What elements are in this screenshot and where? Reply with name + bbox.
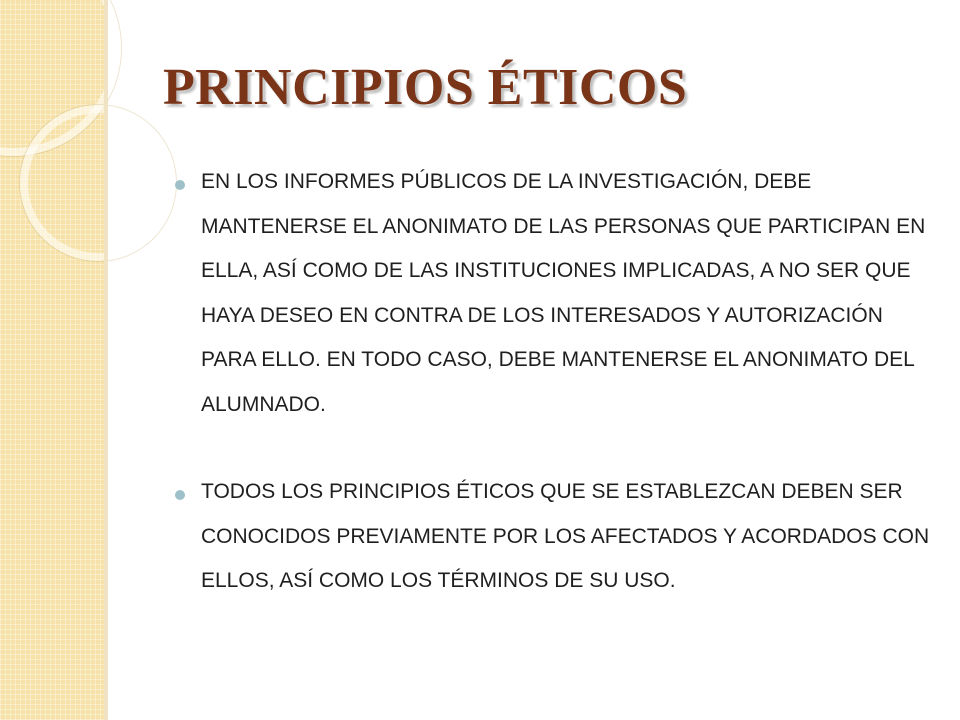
bullet-item [175,160,935,427]
bullet-list [175,160,935,604]
bullet-item [175,470,935,604]
decorative-sidebar [0,0,104,720]
sidebar-edge [104,0,108,720]
decorative-ring [20,105,176,261]
slide-title: PRINCIPIOS ÉTICOS [163,59,688,116]
bullet-text: EN LOS INFORMES PÚBLICOS DE LA INVESTIGACIÓN, DEBE MANTENERSE EL ANONIMATO DE LAS PERSONAS QUE PARTICIPAN EN ELLA, ASÍ COMO DE LAS INSTITUCIONES IMPLICADAS, A NO SER QUE HAYA DESEO EN CONTRA DE LOS INTERESADOS Y AUTORIZACIÓN PARA ELLO. EN TODO CASO, DEBE MANTENERSE EL ANONIMATO DEL ALUMNADO. [201,170,926,416]
bullet-dot-icon [175,180,185,190]
bullet-dot-icon [175,490,185,500]
bullet-text: TODOS LOS PRINCIPIOS ÉTICOS QUE SE ESTABLEZCAN DEBEN SER CONOCIDOS PREVIAMENTE POR LOS AFECTADOS Y ACORDADOS CON ELLOS, ASÍ COMO LOS TÉRMINOS DE SU USO. [201,480,930,592]
